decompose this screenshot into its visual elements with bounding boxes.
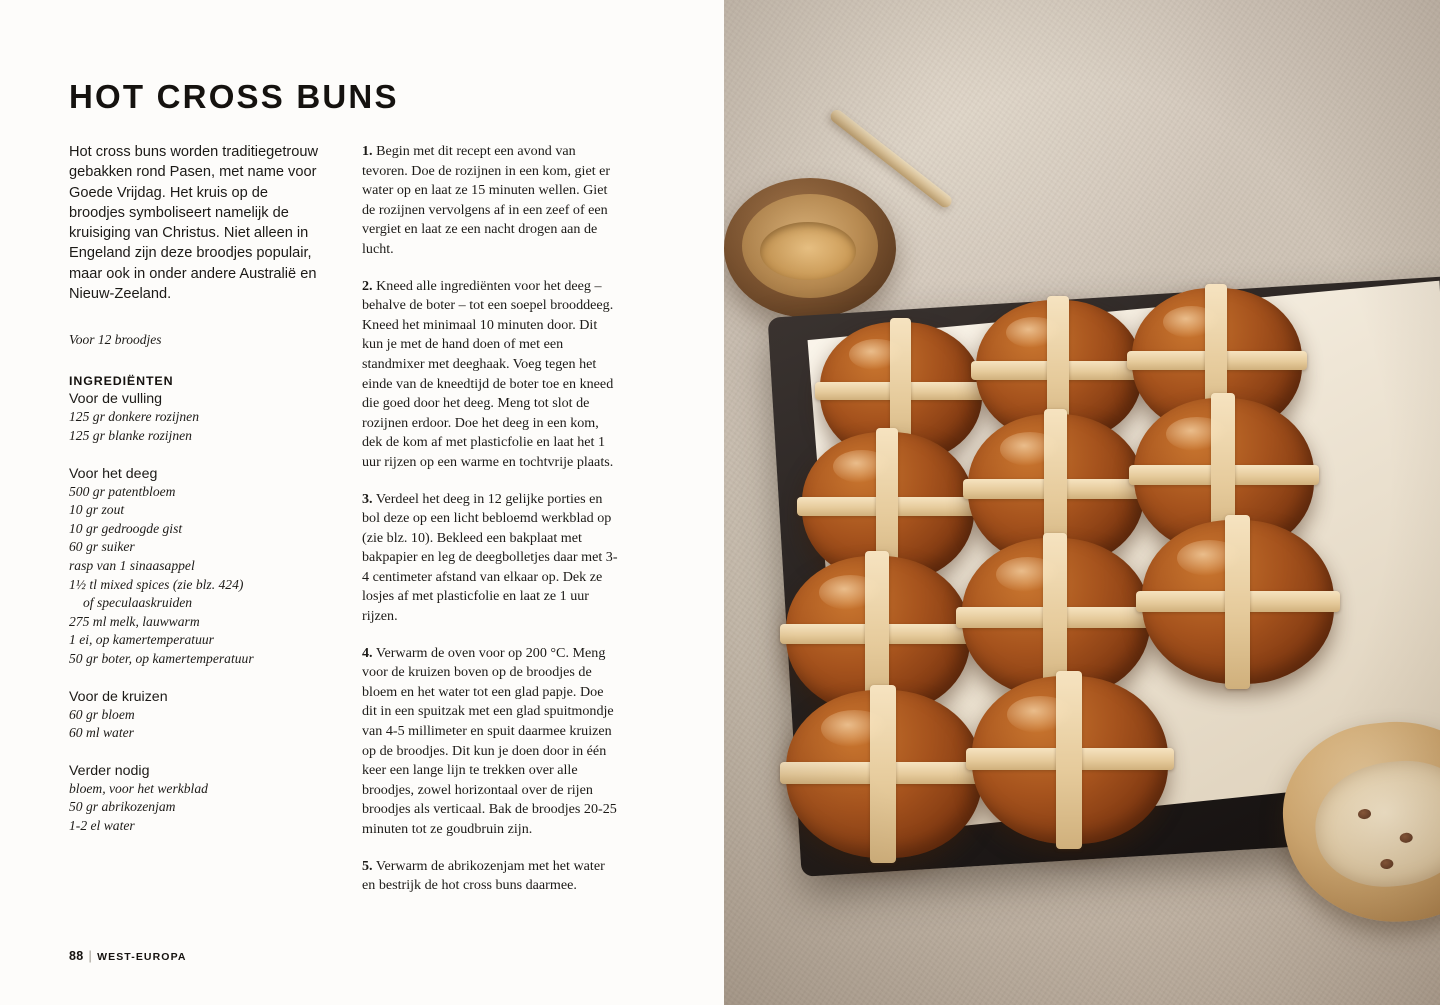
step-text: Kneed alle ingrediënten voor het deeg – behalve de boter – tot een soepel brooddeeg. Kneed het minimaal 10 minuten door. Dit kun je met de hand doen of met een standmixer met deeghaak. Voeg tegen het einde van de kneedtijd de boter toe en kneed die goed door het deeg. Meng tot slot de rozijnen erdoor. Doe het deeg in een kom, dek de kom af met plasticfolie en laat het 1 uur rijzen op een warme en tochtvrije plaats. [362, 277, 614, 470]
ingredient-group-subheading: Verder nodig [69, 762, 150, 779]
ingredient-item: rasp van 1 sinaasappel [69, 557, 195, 573]
ingredient-item: of speculaaskruiden [83, 595, 193, 611]
recipe-step [362, 142, 618, 260]
recipe-step [362, 857, 618, 896]
ingredient-list [69, 706, 319, 743]
ingredient-item: 1½ tl mixed spices (zie blz. 424) [69, 576, 244, 592]
recipe-step [362, 490, 618, 627]
ingredient-item: 60 ml water [69, 725, 134, 741]
page-footer [69, 949, 187, 963]
recipe-right-column [362, 142, 618, 913]
hot-cross-bun [786, 690, 982, 858]
step-number: 4. [362, 644, 373, 661]
apricot-glaze [760, 222, 856, 280]
ingredient-group-subheading: Voor de vulling [69, 391, 163, 408]
recipe-left-column [69, 142, 319, 855]
ingredient-item: 60 gr bloem [69, 706, 135, 722]
ingredient-group-subheading: Voor het deeg [69, 465, 158, 482]
ingredients-heading: INGREDIËNTEN [69, 374, 174, 389]
ingredient-list [69, 780, 319, 836]
ingredient-item: 60 gr suiker [69, 539, 135, 555]
folio-separator: | [88, 949, 93, 963]
ingredient-item: 50 gr abrikozenjam [69, 799, 176, 815]
step-number: 3. [362, 490, 373, 507]
recipe-intro: Hot cross buns worden traditiegetrouw gebakken rond Pasen, met name voor Goede Vrijdag. Het kruis op de broodjes symboliseert namelijk de kruisiging van Christus. Niet alleen in Engeland zijn deze broodjes populair, maar ook in onder andere Australië en Nieuw-Zeeland. [69, 144, 319, 303]
step-text: Verwarm de abrikozenjam met het water en bestrijk de hot cross buns daarmee. [362, 857, 605, 894]
ingredient-item: 125 gr blanke rozijnen [69, 427, 192, 443]
ingredient-group-filling [69, 391, 319, 445]
ingredient-group-subheading: Voor de kruizen [69, 688, 168, 705]
bun-crumb [1309, 754, 1440, 894]
ingredient-item: 275 ml melk, lauwwarm [69, 613, 200, 629]
chapter-name: WEST-EUROPA [97, 951, 187, 963]
ingredient-group-extras [69, 763, 319, 836]
recipe-step [362, 277, 618, 473]
ingredient-item: 10 gr zout [69, 502, 125, 518]
step-text: Verdeel het deeg in 12 gelijke porties en bol deze op een licht bebloemd werkblad op (zie blz. 10). Bekleed een bakplaat met bakpapier en leg de deegbolletjes daar met 3-4 centimeter afstand van elkaar op. Dek ze losjes af met plasticfolie en laat ze 1 uur rijzen. [362, 490, 618, 625]
step-number: 5. [362, 857, 373, 874]
step-text: Begin met dit recept een avond van tevoren. Doe de rozijnen in een kom, giet er water op en laat ze 15 minuten wellen. Giet de rozijnen vervolgens af in een zeef of een vergiet en laat ze een nacht drogen aan de lucht. [362, 143, 611, 257]
step-number: 2. [362, 277, 373, 294]
recipe-yield: Voor 12 broodjes [69, 332, 162, 348]
ingredient-item: bloem, voor het werkblad [69, 780, 208, 796]
page-number: 88 [69, 949, 84, 963]
ingredient-item: 50 gr boter, op kamertemperatuur [69, 650, 254, 666]
ingredient-item: 1 ei, op kamertemperatuur [69, 632, 214, 648]
ingredient-item: 1-2 el water [69, 817, 135, 833]
page-title: HOT CROSS BUNS [69, 78, 399, 115]
ingredient-item: 125 gr donkere rozijnen [69, 409, 200, 425]
recipe-photo [724, 0, 1440, 1005]
glaze-bowl [724, 178, 896, 318]
ingredient-group-dough [69, 466, 319, 669]
recipe-step [362, 644, 618, 840]
ingredient-list [69, 408, 319, 445]
ingredient-item: 10 gr gedroogde gist [69, 520, 183, 536]
step-text: Verwarm de oven voor op 200 °C. Meng voor de kruizen boven op de broodjes de bloem en het water tot een glad papje. Doe dit in een spuitzak met een glad spuitmondje van 4-5 millimeter en spuit daarmee kruizen op de broodjes. Dit kun je doen door in één keer een lange lijn te trekken over alle broodjes, zowel horizontaal over de rijen broodjes als verticaal. Bak de broodjes 20-25 minuten tot ze goudbruin zijn. [362, 644, 617, 837]
ingredient-list [69, 483, 319, 669]
hot-cross-bun [972, 676, 1168, 844]
step-number: 1. [362, 143, 373, 159]
hot-cross-bun [1142, 520, 1334, 684]
ingredient-group-crosses [69, 689, 319, 743]
ingredient-item: 500 gr patentbloem [69, 483, 176, 499]
